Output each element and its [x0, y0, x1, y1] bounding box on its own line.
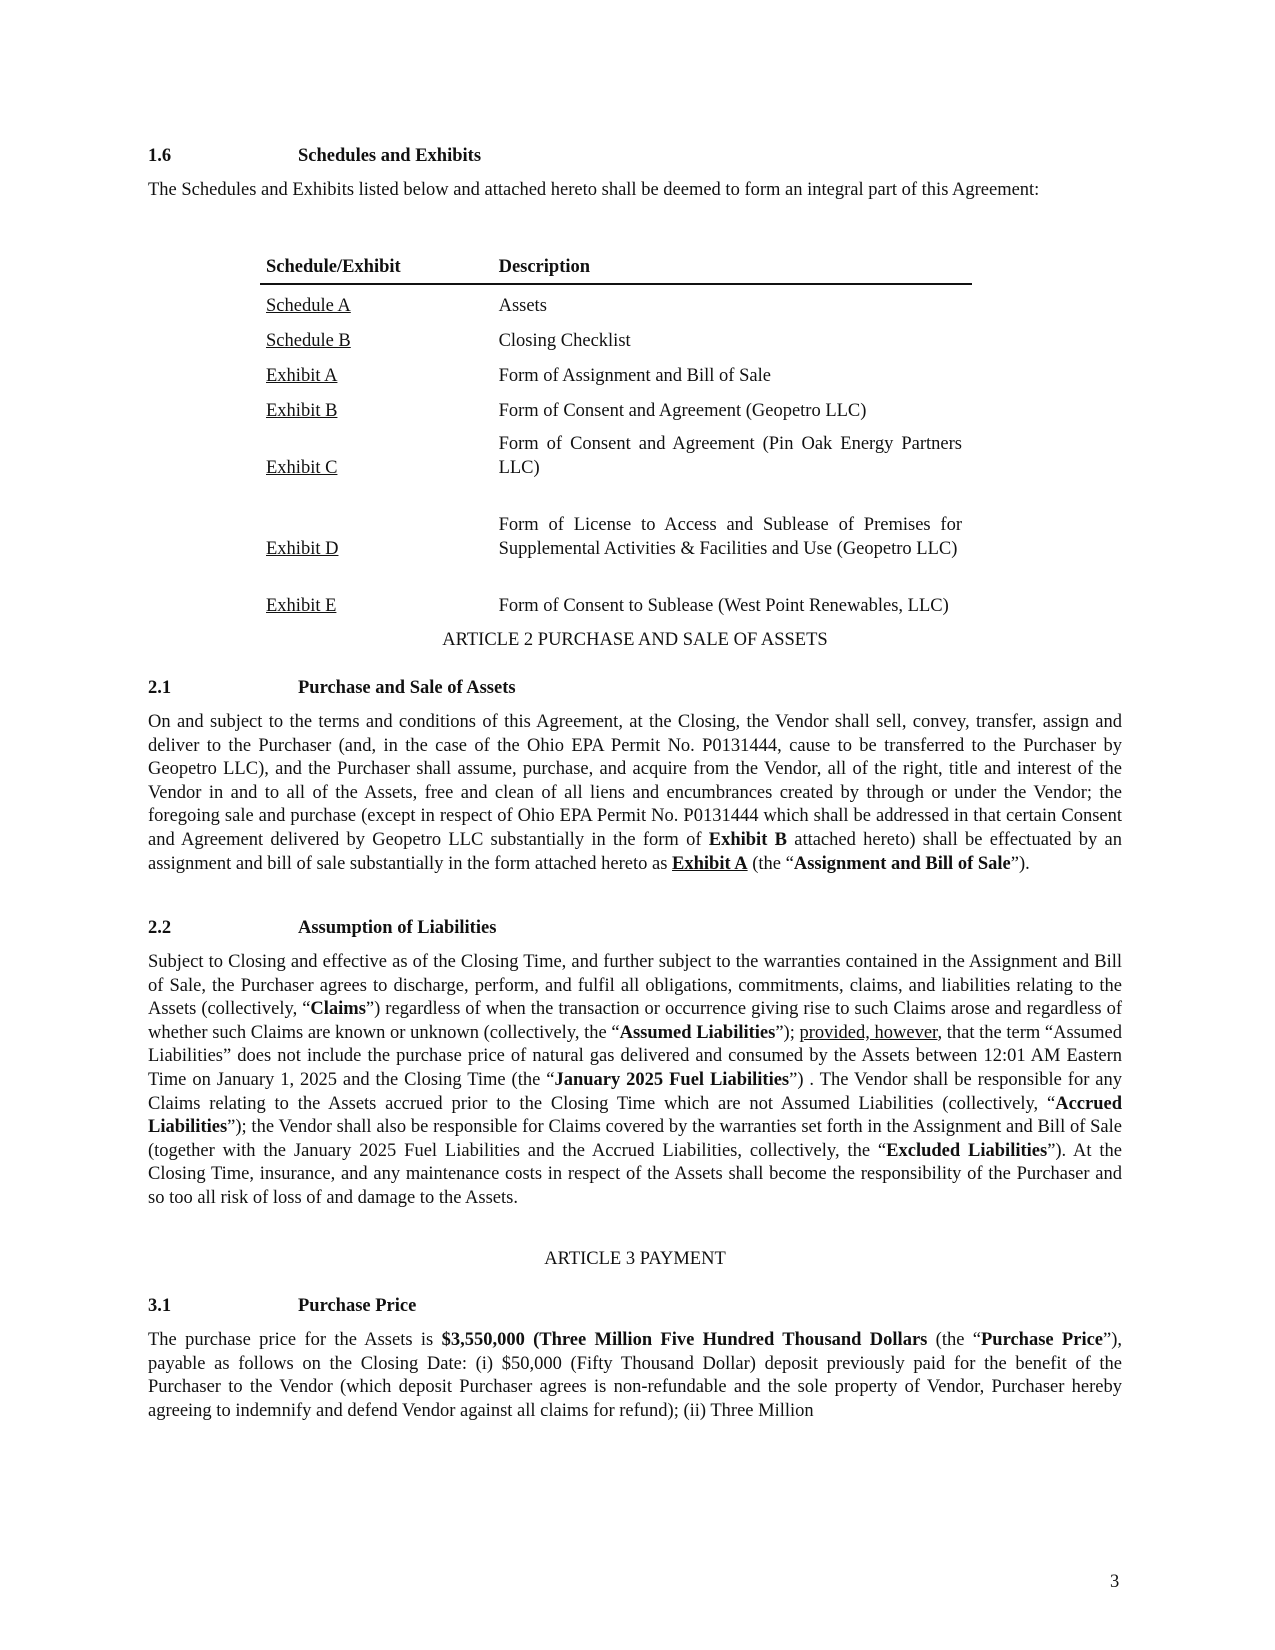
page-number: 3	[1110, 1572, 1120, 1592]
table-cell: Form of Consent to Sublease (West Point Renewables, LLC)	[498, 596, 949, 616]
section-title: Purchase Price	[298, 1296, 417, 1316]
section-number: 2.2	[148, 918, 172, 938]
body-text: ”);	[775, 1022, 800, 1043]
exhibit-link[interactable]: Exhibit A	[266, 366, 338, 386]
body-text: (the “	[927, 1330, 981, 1350]
article-heading: ARTICLE 3 PAYMENT	[544, 1249, 726, 1269]
exhibit-link[interactable]: Exhibit E	[266, 596, 337, 616]
proviso-text: provided, however	[799, 1022, 938, 1043]
table-cell: Form of Consent and Agreement (Pin Oak Energy Partners LLC)	[498, 434, 962, 478]
body-text: ”) regardless of when the transaction or occurrence giving rise to such Claims arose and regardless of whether such Claims are known or unknown (collectively, the “	[148, 999, 1123, 1043]
body-text: attached hereto) shall be effectuated by an assignment and bill of sale substantially in the form attached hereto as	[148, 829, 1122, 874]
article-heading: ARTICLE 2 PURCHASE AND SALE OF ASSETS	[442, 630, 828, 650]
section-title: Assumption of Liabilities	[298, 918, 497, 938]
table-header: Schedule/Exhibit	[260, 256, 499, 284]
defined-term: Claims	[310, 999, 366, 1020]
body-text: Subject to Closing and effective as of the Closing Time, and further subject to the warranties contained in the Assignment and Bill of Sale, the Purchaser agrees to discharge, perform, and fulfil all obligations, commitments, claims, and liabilities relating to the Assets (collectively, “	[148, 952, 1122, 1020]
body-text: ”); the Vendor shall also be responsible for Claims covered by the warranties set forth in the Assignment and Bill of Sale (together with the January 2025 Fuel Liabilities and the Accrued Liabilities, collectively, the “	[148, 1117, 1122, 1161]
section-body	[148, 1329, 1122, 1423]
table-header-row	[260, 256, 972, 284]
section-number: 3.1	[148, 1296, 172, 1316]
section-number: 1.6	[148, 146, 172, 166]
defined-term: Purchase Price	[980, 1330, 1104, 1350]
body-text: ”). At the Closing Time, insurance, and any maintenance costs in respect of the Assets shall become the responsibility of the Purchaser and so too all risk of loss of and damage to the Assets.	[148, 1140, 1123, 1208]
exhibit-link[interactable]: Exhibit B	[266, 401, 338, 421]
section-body	[148, 951, 1122, 1211]
table-cell: Assets	[498, 296, 547, 316]
section-title: Purchase and Sale of Assets	[298, 678, 516, 698]
table-header: Description	[499, 256, 972, 284]
table-row	[260, 424, 972, 481]
body-text: ”) . The Vendor shall be responsible for any Claims relating to the Assets accrued prior to the Closing Time which are not Assumed Liabilities (collectively, “	[148, 1069, 1122, 1114]
defined-term: January 2025 Fuel Liabilities	[554, 1069, 790, 1090]
defined-term: Assumed Liabilities	[619, 1022, 776, 1043]
table-row	[260, 562, 972, 619]
section-title: Schedules and Exhibits	[298, 146, 482, 166]
body-text: The purchase price for the Assets is	[148, 1330, 442, 1350]
exhibit-link[interactable]: Exhibit D	[266, 539, 339, 559]
exhibit-link[interactable]: Exhibit C	[266, 458, 338, 478]
defined-term: Excluded Liabilities	[886, 1140, 1048, 1161]
table-cell: Closing Checklist	[498, 331, 631, 351]
exhibit-reference[interactable]: Exhibit A	[672, 853, 748, 874]
table-cell: Form of Consent and Agreement (Geopetro LLC)	[498, 401, 867, 421]
schedule-table	[260, 256, 972, 619]
exhibit-reference: Exhibit B	[708, 829, 787, 850]
body-text: (the “	[747, 853, 794, 874]
body-text: On and subject to the terms and conditions of this Agreement, at the Closing, the Vendor shall sell, convey, transfer, assign and deliver to the Purchaser (and, in the case of the Ohio EPA Permit No. P0131444, cause to be transferred to the Purchaser by Geopetro LLC), and the Purchaser shall assume, purchase, and acquire from the Vendor, all of the right, title and interest of the Vendor in and to all of the Assets, free and clean of all liens and encumbrances created by through or under the Vendor; the foregoing sale and purchase (except in respect of Ohio EPA Permit No. P0131444 which shall be addressed in that certain Consent and Agreement delivered by Geopetro LLC substantially in the form of	[148, 712, 1122, 850]
section-intro: The Schedules and Exhibits listed below and attached hereto shall be deemed to form an integral part of this Agreement:	[148, 180, 1040, 200]
schedule-link[interactable]: Schedule B	[266, 331, 351, 351]
table-cell: Form of Assignment and Bill of Sale	[498, 366, 771, 386]
purchase-price-amount: $3,550,000 (Three Million Five Hundred Thousand Dollars	[441, 1330, 928, 1350]
table-row	[260, 389, 972, 424]
body-text: ”), payable as follows on the Closing Date: (i) $50,000 (Fifty Thousand Dollar) deposit previously paid for the benefit of the Purchaser to the Vendor (which deposit Purchaser agrees is non-refundable and the sole property of Vendor, Purchaser hereby agreeing to indemnify and defend Vendor against all claims for refund); (ii) Three Million	[148, 1330, 1123, 1421]
table-row	[260, 284, 972, 319]
table-row	[260, 319, 972, 354]
table-row	[260, 481, 972, 562]
section-body	[148, 711, 1122, 876]
table-cell: Form of License to Access and Sublease of Premises for Supplemental Activities & Facilities and Use (Geopetro LLC)	[498, 515, 962, 559]
table-row	[260, 354, 972, 389]
defined-term: Accrued Liabilities	[148, 1093, 1122, 1138]
body-text: , that the term “Assumed Liabilities” does not include the purchase price of natural gas delivered and consumed by the Assets between 12:01 AM Eastern Time on January 1, 2025 and the Closing Time (the “	[148, 1022, 1122, 1090]
schedule-link[interactable]: Schedule A	[266, 296, 351, 316]
body-text: ”).	[1010, 853, 1030, 874]
defined-term: Assignment and Bill of Sale	[793, 853, 1011, 874]
section-number: 2.1	[148, 678, 172, 698]
